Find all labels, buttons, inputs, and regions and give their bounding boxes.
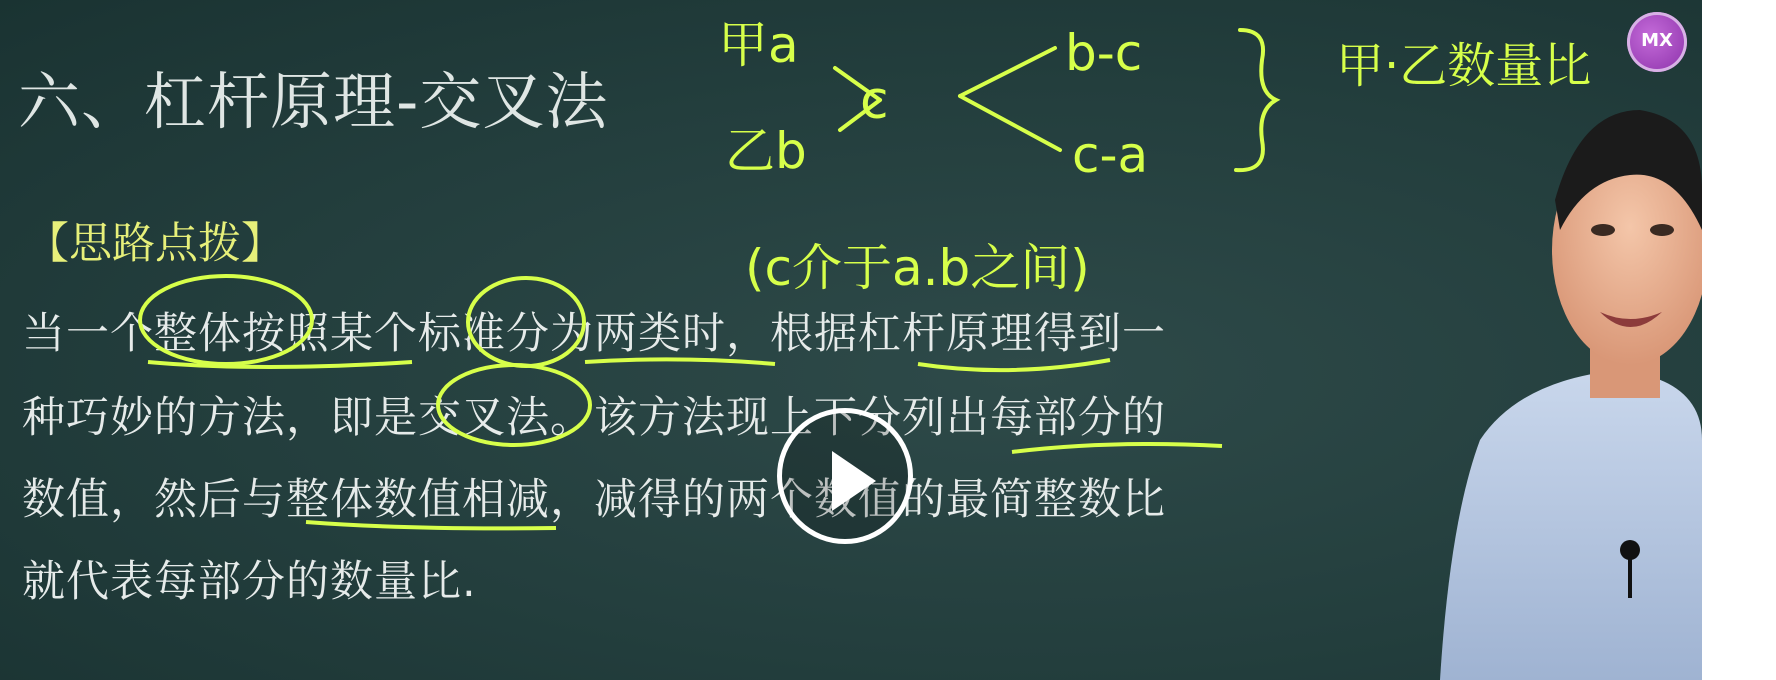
circle-jiaochafa — [438, 365, 590, 445]
paragraph-line-2: 种巧妙的方法，即是交叉法。该方法现上下分列出每部分的 — [22, 393, 1166, 443]
underline-ganganyuanli — [918, 360, 1110, 370]
slide-title: 六、杠杆原理-交叉法 — [18, 65, 609, 138]
brace-bracket — [1236, 30, 1276, 170]
paragraph-line-1: 当一个整体按照某个标准分为两类时，根据杠杆原理得到一 — [22, 309, 1166, 359]
channel-logo-icon — [1627, 12, 1687, 72]
paragraph-line-4: 就代表每部分的数量比. — [22, 557, 477, 607]
underline-zhengtianzhao — [148, 362, 412, 367]
play-icon — [832, 451, 876, 511]
underline-liangleishi — [585, 359, 775, 364]
annotation-row2: 乙b — [725, 122, 807, 180]
diverge-line-lower — [960, 96, 1060, 150]
paragraph-line-3: 数值，然后与整体数值相减，减得的两个数值的最简整数比 — [22, 475, 1166, 525]
circle-fen — [468, 278, 584, 366]
play-button[interactable] — [777, 408, 913, 544]
annotation-center-c: c — [860, 71, 889, 131]
annotation-condition: (c介于a.b之间) — [745, 239, 1090, 297]
section-label: 【思路点拨】 — [26, 219, 284, 269]
underline-zhengtishuzhi — [306, 522, 556, 528]
circle-zhengti — [140, 276, 312, 364]
logo-text: MX — [1641, 30, 1673, 51]
annotation-ratio-note: 甲·乙数量比 — [1336, 38, 1592, 94]
presenter-image — [1440, 80, 1702, 680]
annotation-diff-top: b-c — [1065, 24, 1143, 82]
diverge-line-upper — [960, 48, 1055, 96]
annotation-diff-bottom: c-a — [1072, 126, 1149, 184]
underline-meibufen — [1012, 444, 1222, 452]
annotation-row1: 甲a — [718, 16, 799, 74]
